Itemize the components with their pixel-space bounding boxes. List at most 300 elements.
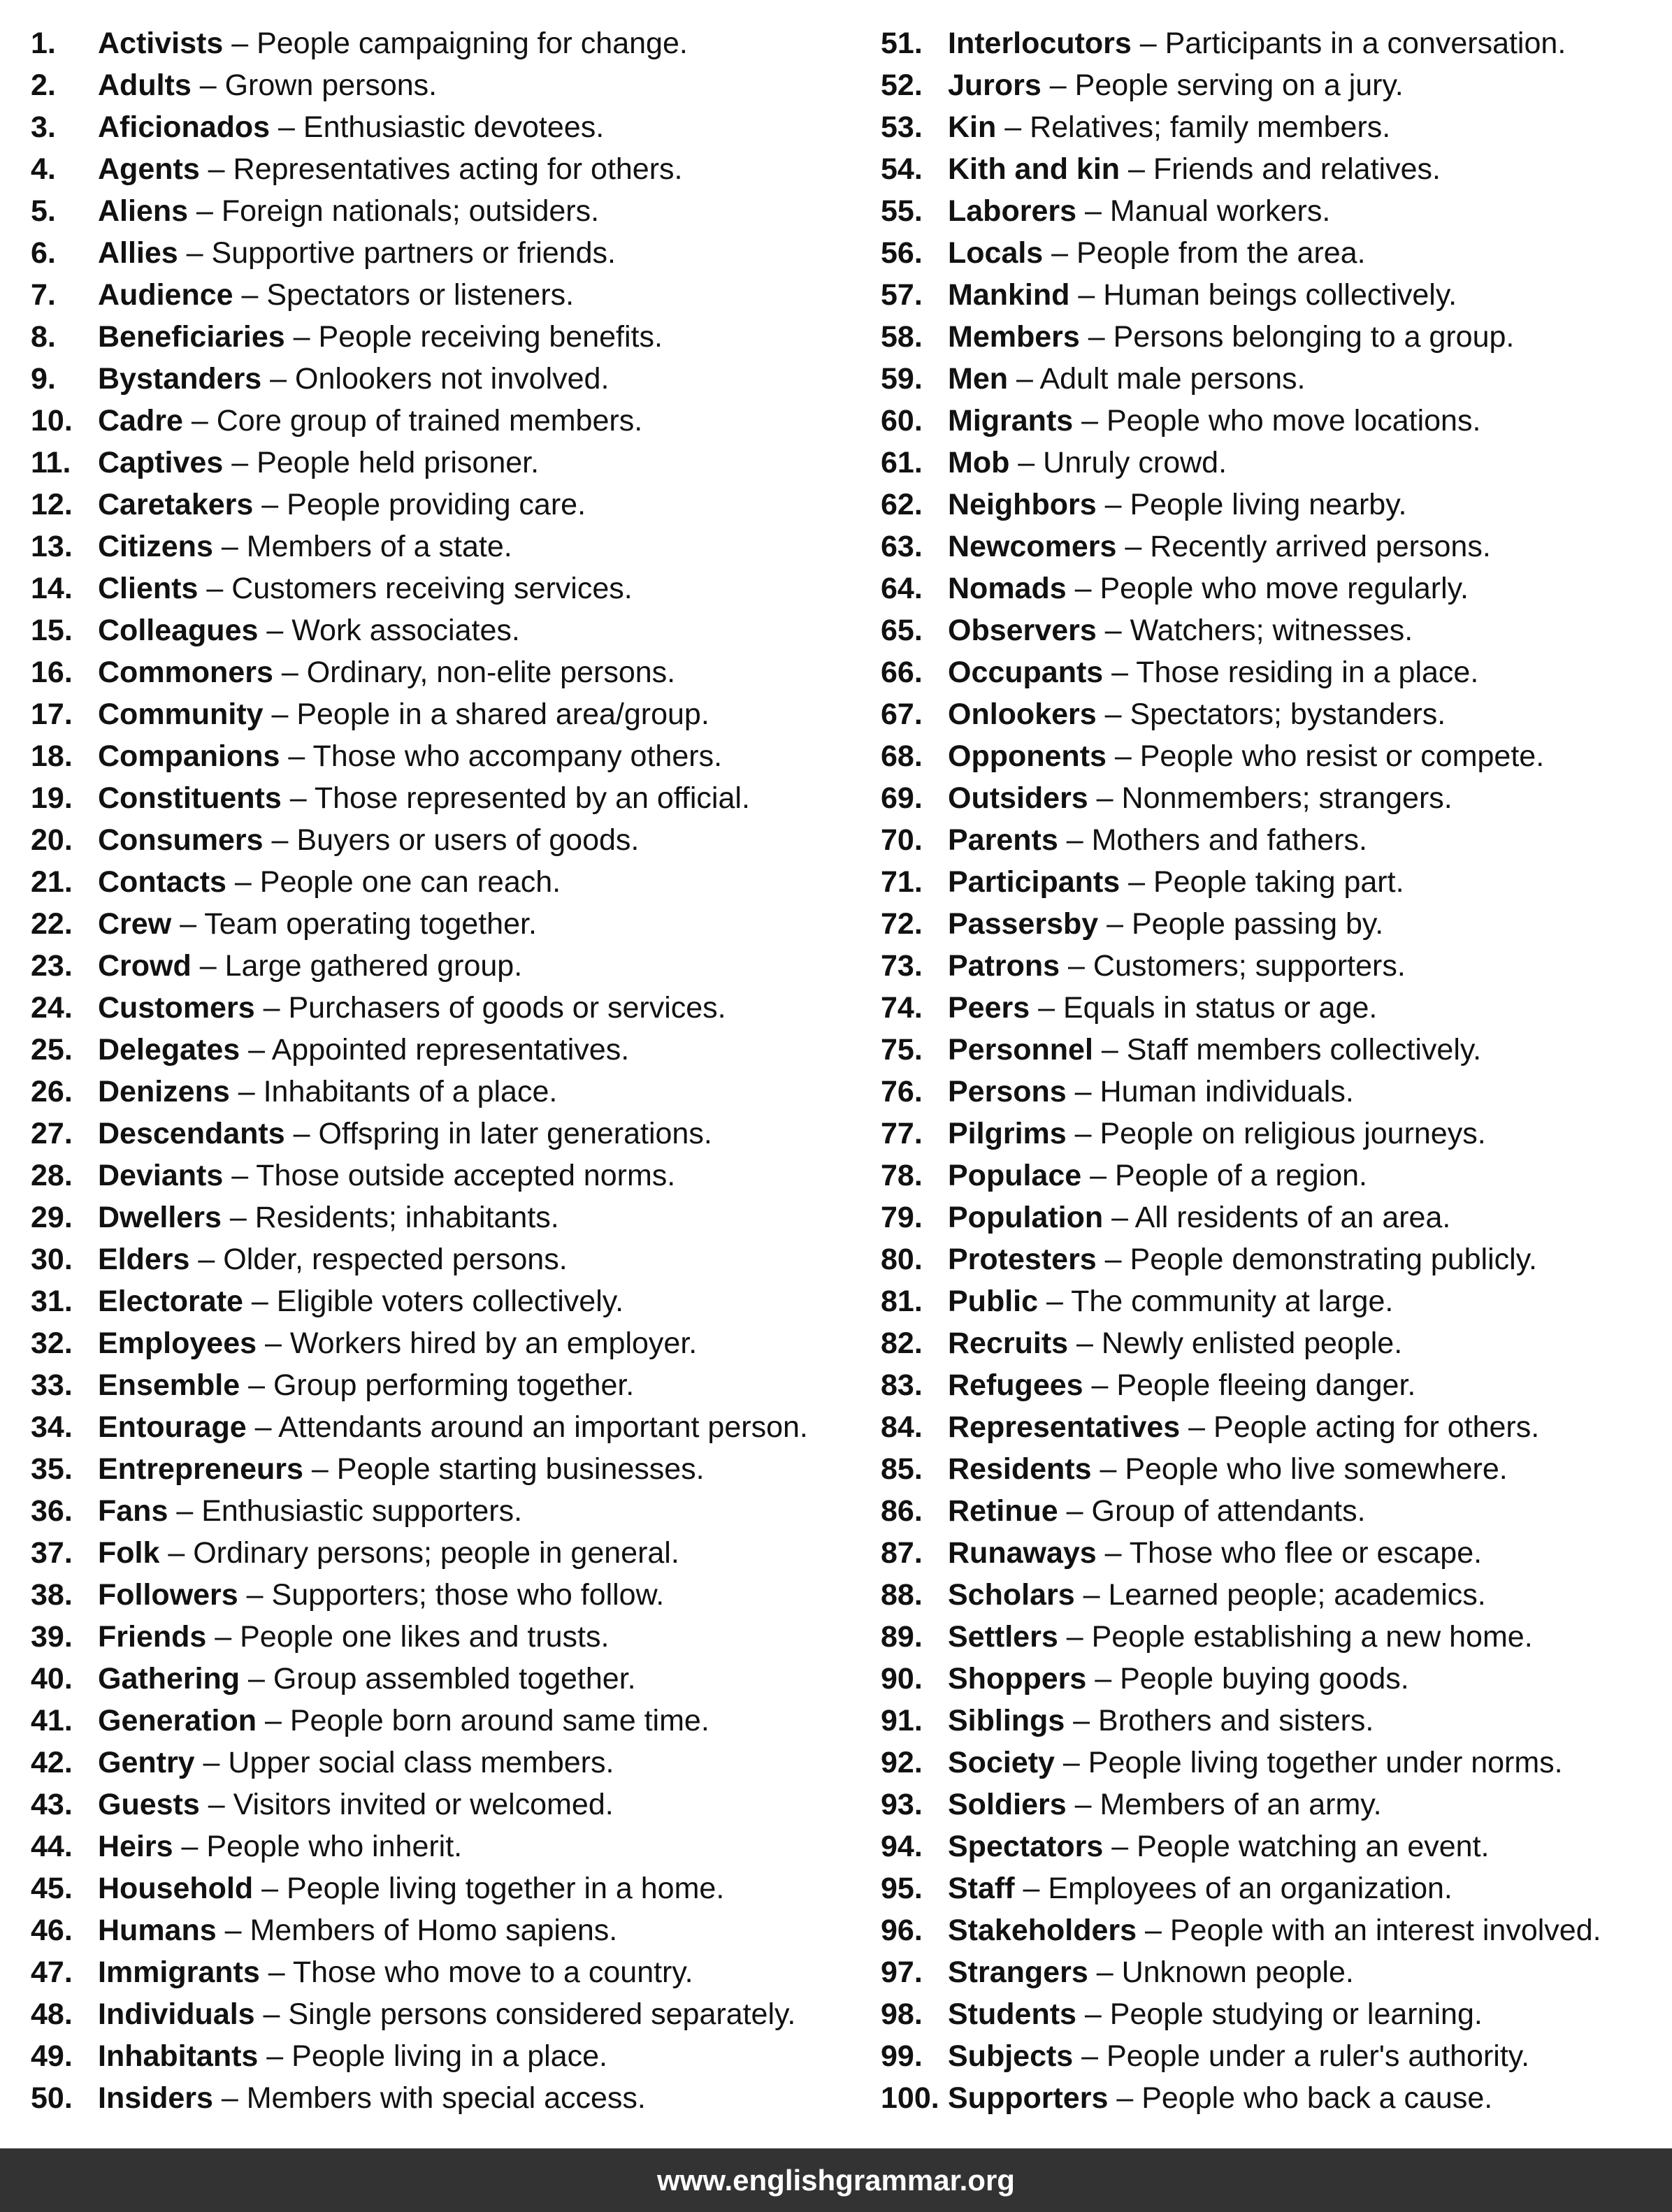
item-definition: Visitors invited or welcomed. [233,1788,614,1821]
item-number: 85. [881,1452,923,1486]
list-item [31,1071,863,1113]
list-item [31,442,863,484]
item-definition: People campaigning for change. [257,27,688,60]
item-dash: – [259,1956,293,1989]
item-dash: – [238,1578,272,1612]
item-definition: Onlookers not involved. [295,362,610,396]
item-dash: – [1103,1201,1135,1234]
item-text [98,148,683,190]
item-number: 74. [881,991,923,1025]
item-definition: Foreign nationals; outsiders. [221,194,600,228]
list-item [31,1909,863,1951]
item-number: 78. [881,1159,923,1192]
list-item [31,1322,863,1364]
item-text [98,1742,614,1784]
item-dash: – [191,949,225,983]
list-item [31,400,863,442]
item-text [98,693,709,735]
item-dash: – [1131,27,1165,60]
item-dash: – [258,614,292,647]
item-dash: – [263,823,297,857]
item-term: Shoppers [948,1662,1087,1696]
item-definition: Those represented by an official. [314,781,750,815]
item-number: 6. [31,236,56,270]
item-text [948,861,1404,903]
item-number: 31. [31,1285,73,1318]
item-term: Representatives [948,1410,1181,1444]
item-definition: Friends and relatives. [1153,152,1441,186]
list-item [31,609,863,651]
list-item [31,1113,863,1155]
item-number: 19. [31,781,73,815]
item-dash: – [189,1243,224,1276]
list-item [31,2035,863,2077]
item-number: 14. [31,572,73,605]
item-term: Agents [98,152,200,186]
list-item [881,1742,1664,1784]
item-definition: Supporters; those who follow. [271,1578,665,1612]
item-definition: Ordinary persons; people in general. [193,1536,679,1570]
item-number: 8. [31,320,56,354]
item-number: 7. [31,278,56,312]
item-text [948,1155,1367,1197]
item-dash: – [1066,1788,1100,1821]
item-term: Adults [98,68,192,102]
list-item [881,232,1664,274]
item-number: 3. [31,110,56,144]
list-item [881,1700,1664,1742]
item-number: 51. [881,27,923,60]
list-item [881,1197,1664,1238]
item-dash: – [240,1033,272,1067]
item-dash: – [173,1830,207,1863]
item-text [98,316,663,358]
item-term: Household [98,1872,254,1905]
list-item [31,190,863,232]
item-number: 28. [31,1159,73,1192]
item-term: Personnel [948,1033,1093,1067]
item-dash: – [221,1201,255,1234]
item-dash: – [1066,1075,1100,1108]
item-text [948,1658,1409,1700]
item-definition: The community at large. [1071,1285,1394,1318]
item-term: Insiders [98,2081,213,2115]
item-definition: Supportive partners or friends. [211,236,616,270]
item-dash: – [1096,1536,1130,1570]
item-number: 98. [881,1997,923,2031]
list-item [31,735,863,777]
list-item [881,1406,1664,1448]
item-definition: Appointed representatives. [271,1033,630,1067]
item-definition: Those who move to a country. [292,1956,693,1989]
item-number: 57. [881,278,923,312]
item-term: Captives [98,446,224,479]
list-item [881,777,1664,819]
item-text [948,1029,1481,1071]
list-item [881,64,1664,106]
list-item [31,2077,863,2119]
item-dash: – [243,1285,277,1318]
item-dash: – [1120,865,1153,899]
item-text [98,987,726,1029]
item-number: 43. [31,1788,73,1821]
footer-website[interactable]: www.englishgrammar.org [657,2164,1015,2197]
list-item [881,1029,1664,1071]
item-definition: People establishing a new home. [1091,1620,1533,1654]
item-dash: – [198,572,232,605]
item-definition: Group assembled together. [273,1662,636,1696]
list-item [881,1490,1664,1532]
item-number: 27. [31,1117,73,1150]
item-text [98,1448,705,1490]
item-definition: Spectators or listeners. [266,278,575,312]
item-text [98,1909,617,1951]
item-dash: – [257,1704,290,1737]
item-dash: – [171,907,205,941]
list-item [31,987,863,1029]
item-definition: People demonstrating publicly. [1130,1243,1537,1276]
list-item [31,148,863,190]
item-term: Contacts [98,865,226,899]
item-dash: – [159,1536,194,1570]
item-number: 24. [31,991,73,1025]
list-item [31,945,863,987]
item-dash: – [1096,697,1130,731]
item-dash: – [1041,68,1075,102]
item-definition: People under a ruler's authority. [1107,2039,1530,2073]
item-text [98,777,750,819]
list-item [31,693,863,735]
item-dash: – [284,1117,319,1150]
item-definition: Members of Homo sapiens. [250,1914,618,1947]
list-item [31,1742,863,1784]
item-definition: Manual workers. [1109,194,1331,228]
list-item [31,1658,863,1700]
list-item [881,274,1664,316]
item-number: 35. [31,1452,73,1486]
list-item [31,484,863,526]
item-number: 22. [31,907,73,941]
item-number: 46. [31,1914,73,1947]
item-text [948,190,1330,232]
item-text [98,106,604,148]
item-definition: People serving on a jury. [1074,68,1404,102]
item-definition: Inhabitants of a place. [263,1075,558,1108]
item-number: 80. [881,1243,923,1276]
item-dash: – [1073,404,1107,438]
item-text [948,609,1413,651]
item-term: Gathering [98,1662,240,1696]
item-definition: People watching an event. [1137,1830,1490,1863]
item-dash: – [280,739,313,773]
item-text [98,903,537,945]
item-number: 17. [31,697,73,731]
item-term: Companions [98,739,280,773]
item-definition: People taking part. [1153,865,1404,899]
item-text [948,987,1377,1029]
item-definition: Customers; supporters. [1093,949,1406,983]
item-dash: – [1137,1914,1170,1947]
item-term: Employees [98,1327,257,1360]
item-number: 92. [881,1746,923,1779]
item-dash: – [1058,1494,1092,1528]
item-definition: Single persons considered separately. [288,1997,796,2031]
item-term: Soldiers [948,1788,1067,1821]
item-text [948,1951,1354,1993]
item-term: Peers [948,991,1030,1025]
item-text [98,1867,724,1909]
list-item [881,22,1664,64]
item-term: Descendants [98,1117,285,1150]
item-dash: – [254,1997,289,2031]
item-term: Locals [948,236,1044,270]
item-definition: People acting for others. [1213,1410,1540,1444]
item-dash: – [1008,362,1040,396]
list-item [881,945,1664,987]
item-text [98,358,609,400]
item-number: 20. [31,823,73,857]
item-definition: People one likes and trusts. [240,1620,610,1654]
item-term: Deviants [98,1159,224,1192]
item-text [98,1322,697,1364]
item-number: 25. [31,1033,73,1067]
item-number: 13. [31,530,73,563]
item-number: 82. [881,1327,923,1360]
item-dash: – [240,1368,273,1402]
item-definition: All residents of an area. [1134,1201,1451,1234]
item-term: Followers [98,1578,238,1612]
item-definition: People held prisoner. [257,446,540,479]
item-number: 64. [881,572,923,605]
item-number: 88. [881,1578,923,1612]
item-text [948,1322,1402,1364]
item-number: 75. [881,1033,923,1067]
item-definition: Newly enlisted people. [1101,1327,1403,1360]
item-term: Individuals [98,1997,255,2031]
item-term: Gentry [98,1746,195,1779]
item-text [948,22,1566,64]
item-text [948,651,1478,693]
item-definition: Those who accompany others. [312,739,723,773]
list-item [31,232,863,274]
list-item [31,651,863,693]
item-term: Observers [948,614,1097,647]
item-number: 34. [31,1410,73,1444]
list-item [31,1448,863,1490]
item-text [948,442,1227,484]
item-definition: Core group of trained members. [216,404,643,438]
item-dash: – [178,236,212,270]
item-text [98,274,574,316]
item-text [948,358,1305,400]
item-dash: – [1079,320,1114,354]
list-item [881,1784,1664,1826]
item-text [98,1406,808,1448]
item-number: 90. [881,1662,923,1696]
item-text [98,1532,679,1574]
item-term: Pilgrims [948,1117,1067,1150]
item-term: Beneficiaries [98,320,285,354]
list-item [31,1700,863,1742]
item-number: 70. [881,823,923,857]
item-text [948,819,1367,861]
list-item [881,903,1664,945]
item-text [98,526,512,568]
item-dash: – [1098,907,1132,941]
item-number: 71. [881,865,923,899]
item-dash: – [1083,1368,1117,1402]
item-text [948,1406,1539,1448]
list-item [881,987,1664,1029]
item-text [98,1700,709,1742]
item-term: Kin [948,110,997,144]
item-term: Recruits [948,1327,1069,1360]
item-definition: Staff members collectively. [1126,1033,1482,1067]
list-item [881,316,1664,358]
list-item [881,106,1664,148]
list-item [881,651,1664,693]
item-term: Opponents [948,739,1107,773]
item-number: 47. [31,1956,73,1989]
list-item [31,1406,863,1448]
item-term: Inhabitants [98,2039,259,2073]
list-item [31,1197,863,1238]
item-definition: People living together in a home. [286,1872,725,1905]
item-term: Mob [948,446,1010,479]
item-number: 93. [881,1788,923,1821]
item-definition: Spectators; bystanders. [1130,697,1446,731]
item-term: Public [948,1285,1039,1318]
item-definition: People born around same time. [289,1704,709,1737]
item-term: Customers [98,991,255,1025]
item-term: Members [948,320,1080,354]
item-term: Crowd [98,949,192,983]
item-definition: Members with special access. [246,2081,646,2115]
item-number: 2. [31,68,56,102]
list-item [881,1909,1664,1951]
item-number: 42. [31,1746,73,1779]
item-number: 30. [31,1243,73,1276]
item-term: Scholars [948,1578,1075,1612]
item-number: 26. [31,1075,73,1108]
item-number: 87. [881,1536,923,1570]
item-text [948,400,1480,442]
item-number: 54. [881,152,923,186]
list-item [31,106,863,148]
item-dash: – [1116,530,1151,563]
item-definition: People who move locations. [1107,404,1481,438]
item-dash: – [1096,488,1130,521]
item-term: Generation [98,1704,257,1737]
item-number: 15. [31,614,73,647]
item-text [948,1448,1508,1490]
item-dash: – [240,1662,273,1696]
item-term: Subjects [948,2039,1074,2073]
list-item [881,735,1664,777]
item-dash: – [182,404,217,438]
item-number: 12. [31,488,73,521]
item-dash: – [258,2039,292,2073]
list-item [31,777,863,819]
item-text [948,106,1390,148]
item-text [98,64,437,106]
item-dash: – [1073,2039,1107,2073]
item-term: Residents [948,1452,1092,1486]
list-item [31,568,863,609]
item-term: Strangers [948,1956,1088,1989]
item-number: 59. [881,362,923,396]
item-number: 89. [881,1620,923,1654]
item-text [98,1155,675,1197]
item-dash: – [1088,781,1122,815]
list-item [881,1280,1664,1322]
item-dash: – [257,1327,290,1360]
item-text [98,735,722,777]
item-definition: People one can reach. [259,865,561,899]
item-text [948,1826,1489,1867]
list-item [881,861,1664,903]
item-dash: – [194,1746,229,1779]
item-text [948,693,1446,735]
item-dash: – [212,2081,247,2115]
list-item [881,442,1664,484]
item-text [948,148,1441,190]
item-definition: People who inherit. [206,1830,463,1863]
item-term: Dwellers [98,1201,222,1234]
item-text [98,1658,636,1700]
item-text [98,945,522,987]
item-text [948,2035,1529,2077]
item-text [948,1742,1563,1784]
item-definition: Members of an army. [1100,1788,1382,1821]
item-number: 79. [881,1201,923,1234]
item-text [948,274,1457,316]
item-term: Runaways [948,1536,1097,1570]
list-item [881,1364,1664,1406]
item-definition: People providing care. [287,488,586,521]
item-dash: – [303,1452,337,1486]
item-term: Siblings [948,1704,1065,1737]
item-text [98,1951,693,1993]
item-dash: – [1081,1159,1115,1192]
item-term: Folk [98,1536,160,1570]
item-dash: – [1093,1033,1127,1067]
item-number: 1. [31,27,56,60]
item-definition: People living nearby. [1130,488,1407,521]
item-dash: – [1106,739,1140,773]
item-term: Guests [98,1788,200,1821]
item-dash: – [263,697,297,731]
item-term: Populace [948,1159,1082,1192]
item-number: 21. [31,865,73,899]
item-number: 41. [31,1704,73,1737]
item-number: 44. [31,1830,73,1863]
list-item [881,1532,1664,1574]
item-dash: – [1060,949,1093,983]
item-dash: – [199,1788,233,1821]
item-term: Caretakers [98,488,254,521]
item-term: Heirs [98,1830,173,1863]
item-text [948,568,1469,609]
item-definition: Adult male persons. [1039,362,1306,396]
item-dash: – [223,1159,257,1192]
item-term: Neighbors [948,488,1097,521]
item-text [948,1113,1486,1155]
item-number: 4. [31,152,56,186]
item-term: Retinue [948,1494,1058,1528]
list-item [31,1574,863,1616]
item-term: Fans [98,1494,168,1528]
